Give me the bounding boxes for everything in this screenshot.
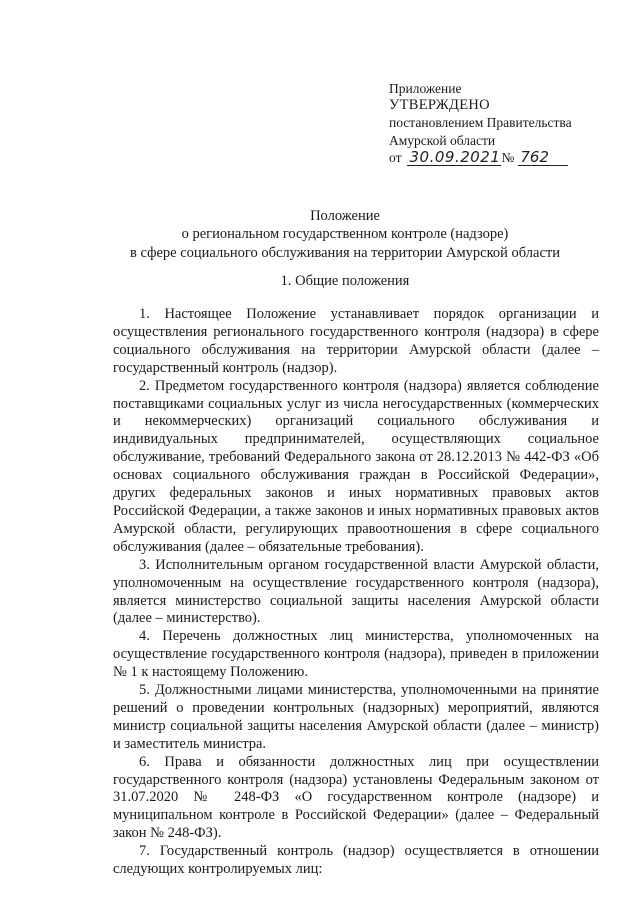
title-line-1: Положение [310,208,380,224]
paragraph-7: 7. Государственный контроль (надзор) осуществляется в отношении следующих контролируемых лиц: [113,843,599,878]
from-label: от [389,149,402,165]
approval-block [389,80,629,166]
number-label: № [501,149,515,165]
decree-line-2: Амурской области [389,132,496,148]
paragraph-5: 5. Должностными лицами министерства, уполномоченными на принятие решений о проведении контрольных (надзорных) мероприятий, являются министр социальной защиты населения Амурской области (далее – министр) и заместитель министра. [113,682,599,752]
paragraph-6: 6. Права и обязанности должностных лиц при осуществлении государственного контроля (надзора) установлены Федеральным законом от 31.07.2020 № 248-ФЗ «О государственном контроле (надзоре) и муниципальном контроле в Российской Федерации» (далее – Федеральный закон № 248-ФЗ). [113,753,599,842]
section-heading: 1. Общие положения [280,273,410,289]
paragraph-1: 1. Настоящее Положение устанавливает порядок организации и осуществления регионального государственного контроля (надзора) в сфере социального обслуживания на территории Амурской области (далее – государственный контроль (надзор). [113,306,599,376]
title-line-2: о региональном государственном контроле (надзоре) [181,226,509,243]
appendix-label: Приложение [389,81,462,96]
paragraph-2: 2. Предметом государственного контроля (надзора) является соблюдение поставщиками социальных услуг из числа негосударственных (коммерческих и некоммерческих) организаций социального обслуживания и индивидуальных предпринимателей, осуществляющих социальное обслуживание, требований Федерального закона от 28.12.2013 № 442-ФЗ «Об основах социального обслуживания граждан в Российской Федерации», других федеральных законов и иных нормативных правовых актов Российской Федерации, а также законов и иных нормативных правовых актов Амурской области, регулирующих правоотношения в сфере социального обслуживания (далее – обязательные требования). [113,377,599,555]
title-line-3: в сфере социального обслуживания на территории Амурской области [130,244,560,261]
decree-date-number-line [389,149,629,166]
paragraph-4: 4. Перечень должностных лиц министерства, уполномоченных на осуществление государственного контроля (надзора), приведен в приложении № 1 к настоящему Положению. [113,628,599,681]
decree-line-1: постановлением Правительства [389,115,572,131]
document-title [110,207,580,262]
approved-stamp-text: УТВЕРЖДЕНО [389,97,490,114]
paragraph-3: 3. Исполнительным органом государственной власти Амурской области, уполномоченным на осуществление государственного контроля (надзора), является министерство социальной защиты населения Амурской области (далее – министерство). [113,556,599,627]
handwritten-date: 30.09.2021 [409,148,501,167]
handwritten-number: 762 [518,150,568,166]
document-body [113,306,599,879]
